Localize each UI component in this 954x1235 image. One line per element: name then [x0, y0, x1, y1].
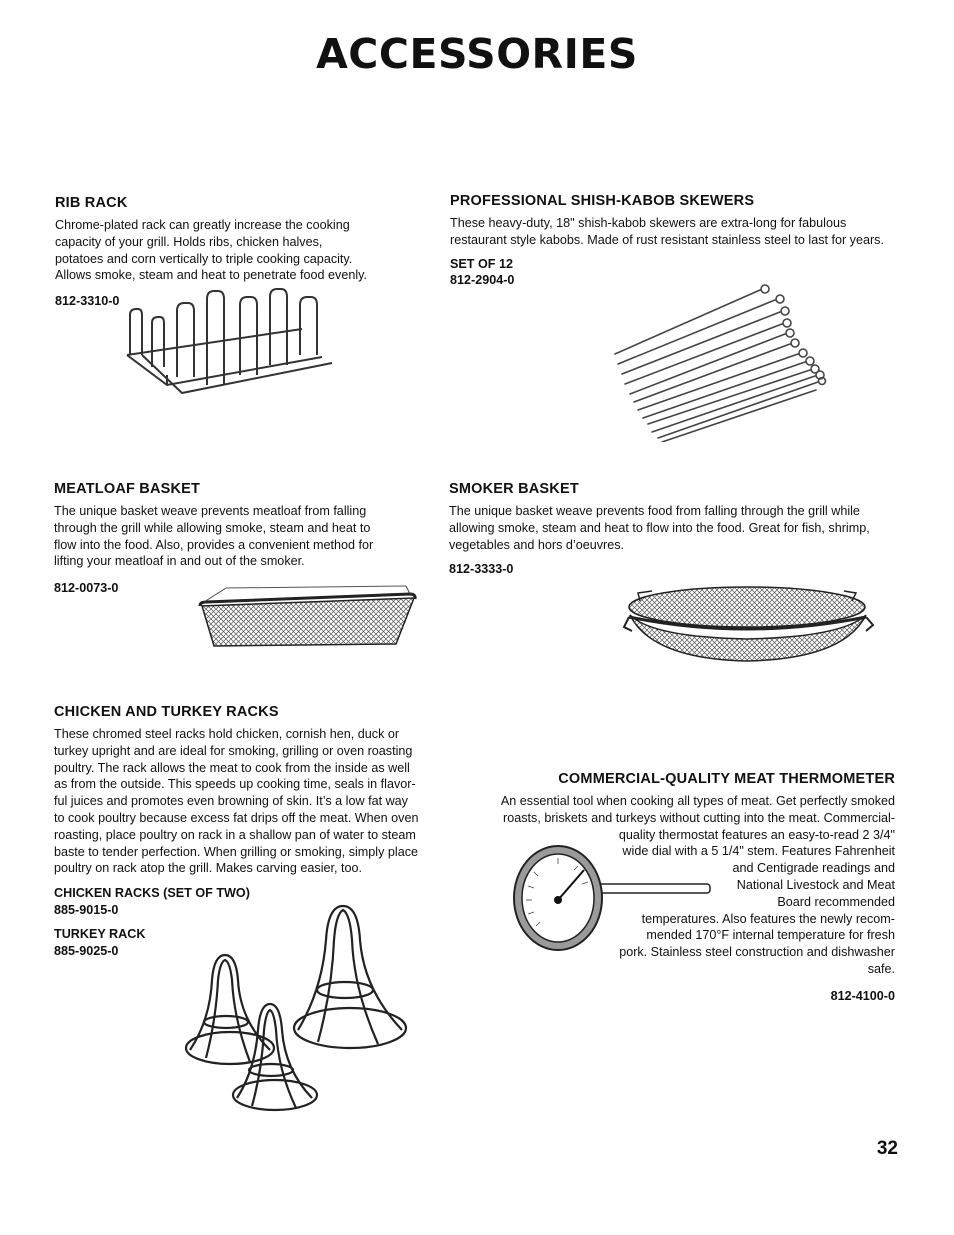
rib-rack-heading: RIB RACK — [55, 195, 128, 211]
poultry-heading: CHICKEN AND TURKEY RACKS — [54, 704, 279, 720]
page-title: ACCESSORIES — [316, 30, 638, 78]
poultry-description: These chromed steel racks hold chicken, cornish hen, duck or turkey upright and are ideal for smoking, grilling or oven roasting poultry. The rack allows the meat to cook from the inside as well as from the outside. This speeds up cooking time, seals in flavor- ful juices and promotes even browning of skin. It’s a low fat way to cook poultry because excess fat drips off the meat. When oven roasting, place poultry on rack in a shallow pan of water to steam baste to tender perfection. When grilling or smoking, simply place poultry on rack atop the grill. Makes carving easier, too. — [54, 727, 419, 876]
chicken-racks-part-number: 885-9015-0 — [54, 902, 119, 917]
thermometer-heading: COMMERCIAL-QUALITY MEAT THERMOMETER — [558, 771, 895, 787]
meatloaf-basket-illustration — [196, 584, 421, 652]
smoker-basket-illustration — [622, 585, 877, 665]
skewers-section — [450, 193, 920, 289]
meatloaf-part-number: 812-0073-0 — [54, 581, 119, 596]
skewers-part-number: 812-2904-0 — [450, 273, 515, 288]
chicken-racks-label: CHICKEN RACKS (SET OF TWO) — [54, 886, 250, 901]
rib-rack-part-number: 812-3310-0 — [55, 294, 120, 309]
smoker-part-number: 812-3333-0 — [449, 562, 514, 577]
page-number: 32 — [876, 1138, 898, 1159]
skewers-heading: PROFESSIONAL SHISH-KABOB SKEWERS — [450, 193, 755, 209]
smoker-description: The unique basket weave prevents food from falling through the grill while allowing smoke, steam and heat to flow into the food. Great for fish, shrimp, vegetables and hors d’oeuvres. — [449, 504, 870, 552]
rib-rack-illustration — [122, 285, 337, 400]
turkey-rack-label: TURKEY RACK — [54, 926, 146, 941]
rib-rack-description: Chrome-plated rack can greatly increase the cooking capacity of your grill. Holds ribs, chicken halves, potatoes and corn vertically to triple cooking capacity. Allows smoke, steam and heat to penetrate food evenly. — [55, 218, 367, 283]
thermometer-part-number: 812-4100-0 — [830, 988, 895, 1003]
meatloaf-description: The unique basket weave prevents meatloaf from falling through the grill while allowing smoke, steam and heat to flow into the food. Also, provides a convenient method for lifting your meatloaf in and out of the smoker. — [54, 504, 374, 569]
turkey-rack-part-number: 885-9025-0 — [54, 943, 119, 958]
poultry-racks-illustration — [180, 900, 415, 1125]
thermometer-description: An essential tool when cooking all types of meat. Get perfectly smoked roasts, briskets and turkeys without cutting into the meat. Commercial- quality thermostat features an easy-to-read 2 3/4" wide dial with a 5 1/4" stem. Features Fahrenheit and Centigrade readings and National Livestock and Meat Board recommended temperatures. Also features the newly recom- mended 170°F internal temperature for fresh pork. Stainless steel construction and dishwasher safe. — [500, 794, 895, 976]
meatloaf-heading: MEATLOAF BASKET — [54, 481, 201, 497]
smoker-heading: SMOKER BASKET — [449, 481, 579, 497]
skewers-description: These heavy-duty, 18" shish-kabob skewers are extra-long for fabulous restaurant style kabobs. Made of rust resistant stainless steel to last for years. — [450, 216, 884, 247]
skewers-set-label: SET OF 12 — [450, 256, 513, 271]
thermometer-illustration — [512, 842, 712, 954]
skewers-illustration — [610, 282, 830, 442]
smoker-section — [449, 481, 909, 578]
meatloaf-section — [54, 481, 434, 597]
